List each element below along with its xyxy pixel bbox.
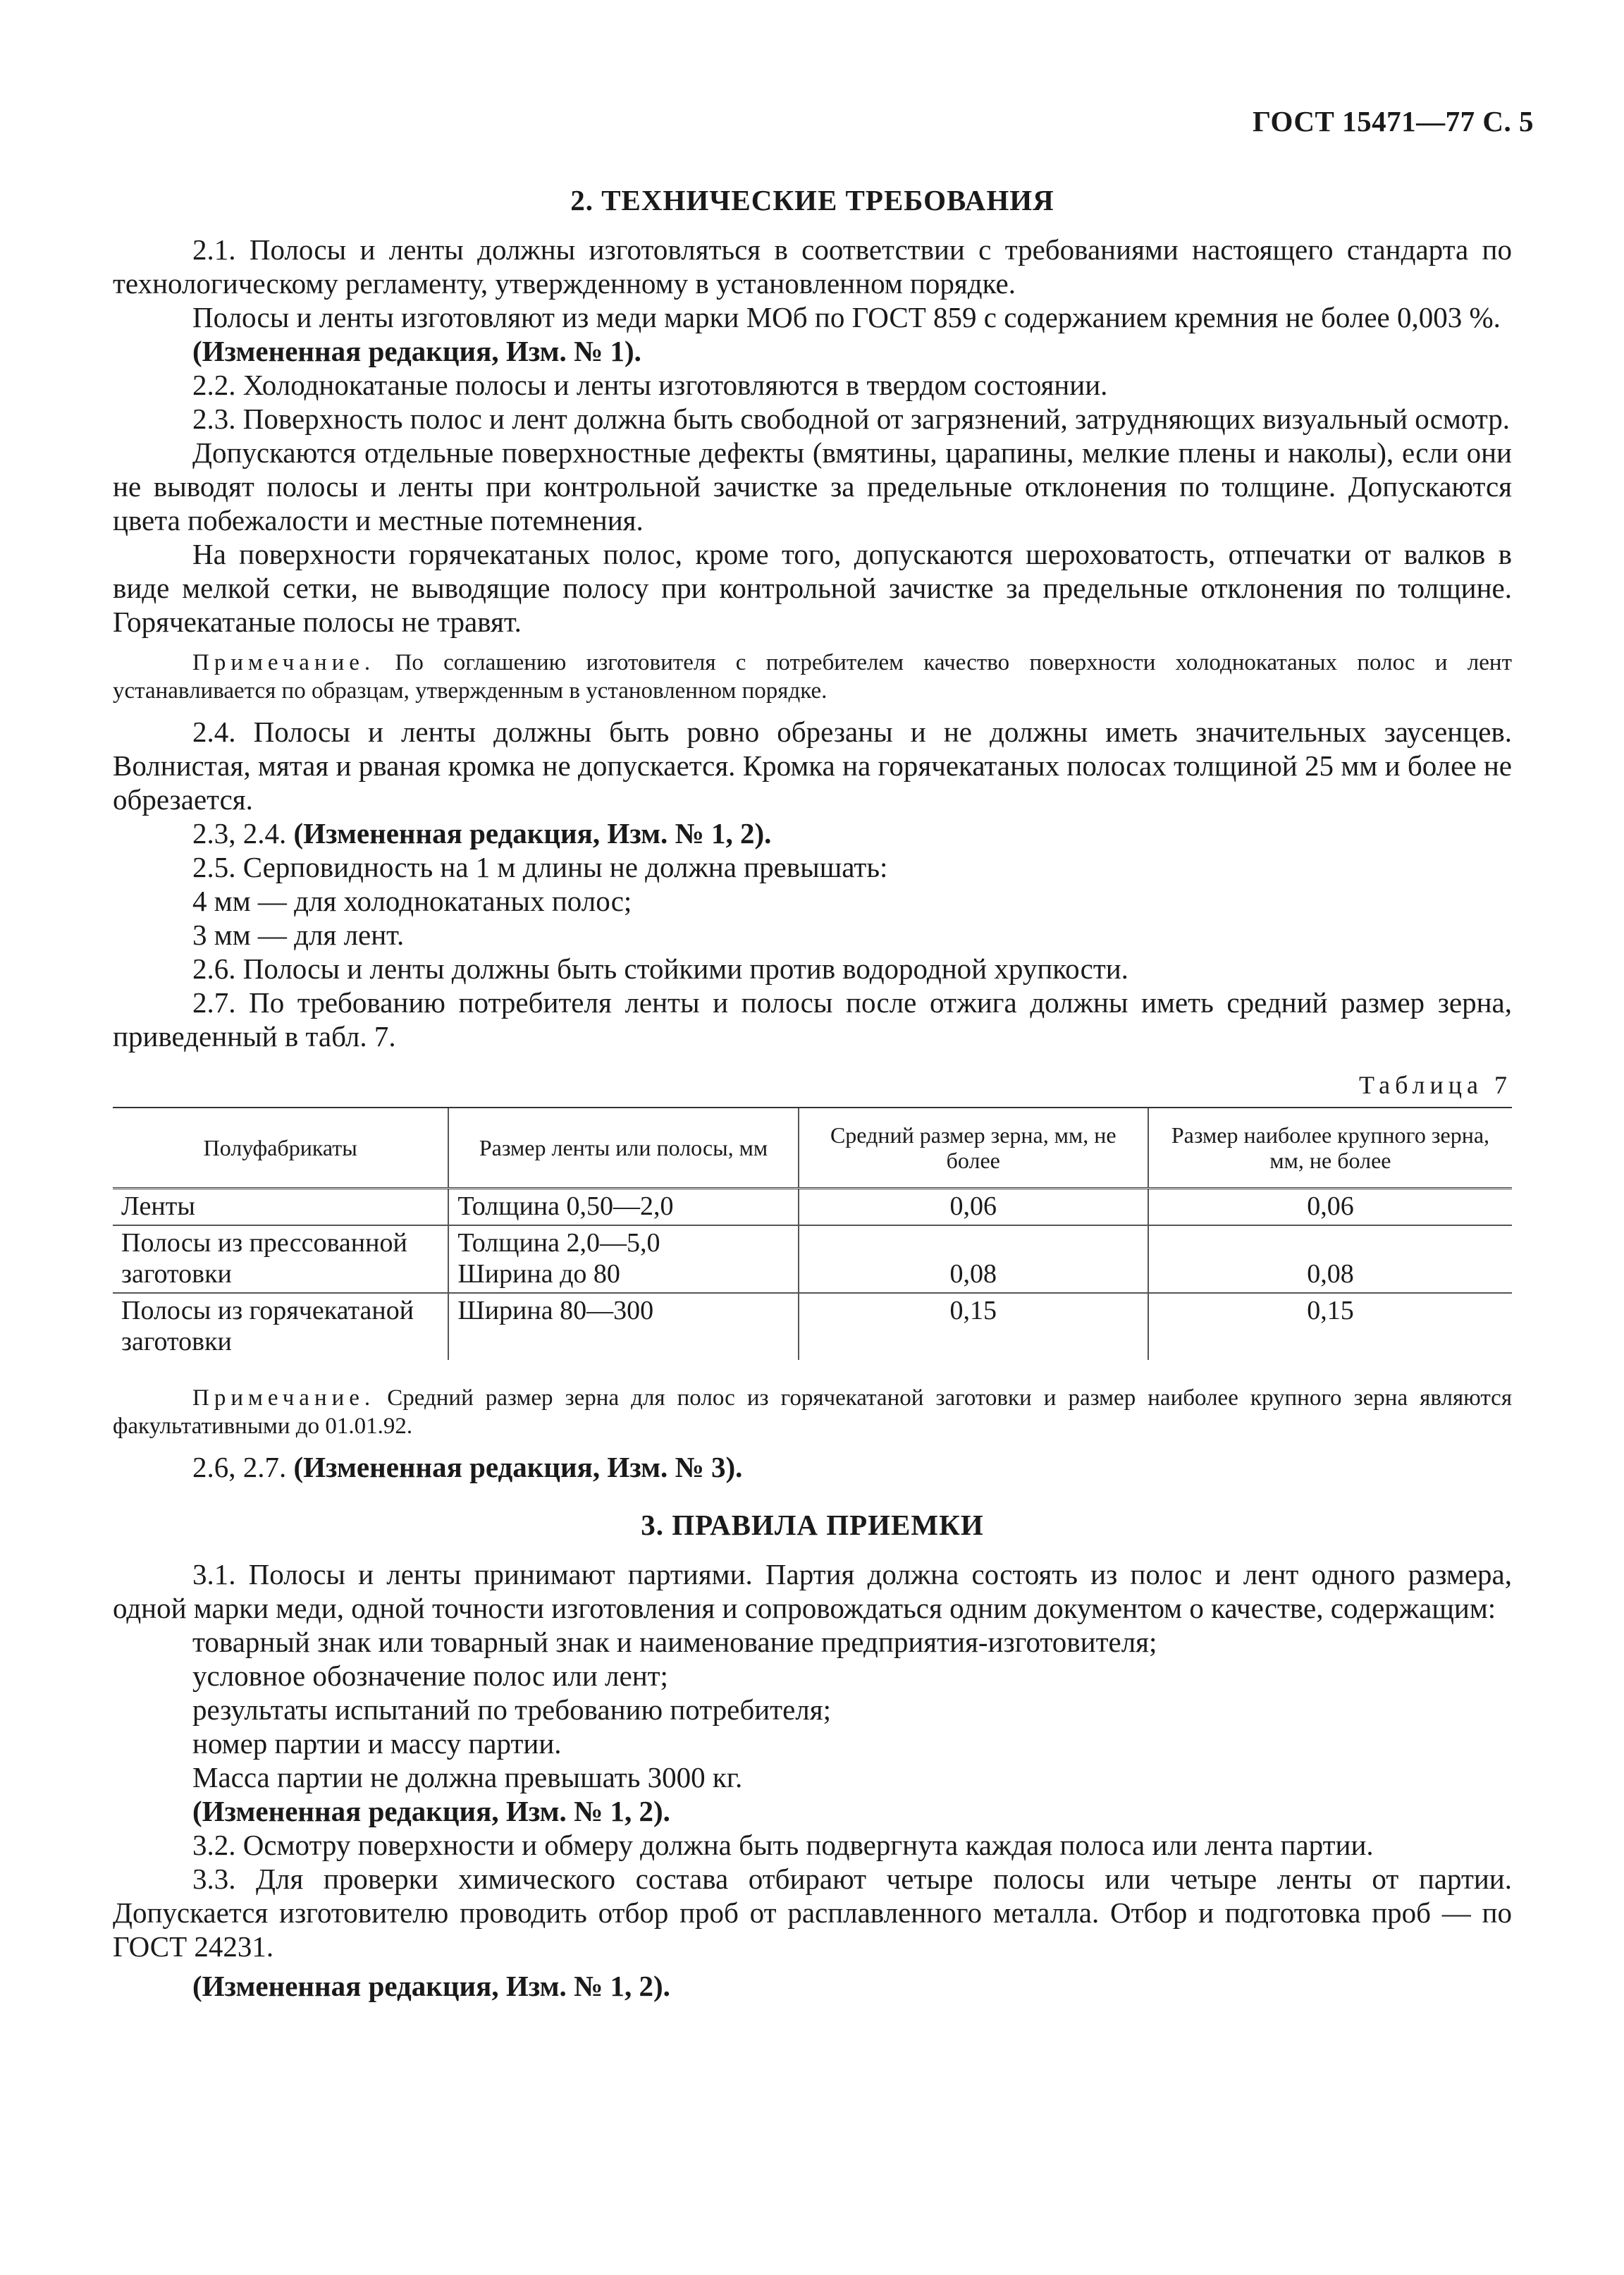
table-row — [113, 1189, 1512, 1226]
list-item-cold-rolled: 4 мм — для холоднокатаных полос; — [192, 885, 632, 917]
paragraph-3-1: 3.1. Полосы и ленты принимают партиями. Партия должна состоять из полос и лент одного размера, одной марки меди, одной точности изготовления и сопровождаться одним документом о качестве, содержащим: — [113, 1558, 1512, 1624]
amendment-text: (Измененная редакция, Изм. № 3). — [293, 1451, 743, 1483]
paragraph-batch-mass: Масса партии не должна превышать 3000 кг. — [192, 1761, 743, 1793]
table-cell-size — [448, 1189, 798, 1226]
table-cell-product: Ленты — [113, 1189, 448, 1226]
amendment-note: (Измененная редакция, Изм. № 1). — [192, 335, 641, 367]
table-caption: Таблица 7 — [1359, 1071, 1512, 1099]
note-surface — [113, 649, 1512, 705]
table-cell-product: Полосы из горячекатаной заготовки — [121, 1296, 414, 1356]
paragraph-3-2: 3.2. Осмотру поверхности и обмеру должна быть подвергнута каждая полоса или лента партии. — [192, 1829, 1374, 1861]
note-text: По соглашению изготовителя с потребителем качество поверхности холоднокатаных полос и лент устанавливается по образцам, утвержденным в установленном порядке. — [113, 650, 1513, 704]
amendment-prefix: 2.6, 2.7. — [192, 1451, 287, 1483]
amendment-note-2-3-2-4 — [113, 816, 1512, 850]
paragraph-2-1: 2.1. Полосы и ленты должны изготовляться в соответствии с требованиями настоящего стандарта по технологическому регламенту, утвержденному в установленном порядке. — [113, 233, 1512, 300]
amendment-note: (Измененная редакция, Изм. № 1, 2). — [192, 1795, 670, 1827]
page-content — [113, 183, 1512, 2003]
paragraph-defects: Допускаются отдельные поверхностные дефекты (вмятины, царапины, мелкие плены и наколы), если они не выводят полосы и ленты при контрольной зачистке за предельные отклонения по толщине. Допускаются цвета побежалости и местные потемнения. — [113, 436, 1512, 536]
paragraph-material: Полосы и ленты изготовляют из меди марки МОб по ГОСТ 859 с содержанием кремния не более 0,003 %. — [192, 301, 1501, 333]
standard-page-header: ГОСТ 15471—77 С. 5 — [1252, 105, 1534, 137]
table-header-max-grain: Размер наиболее крупного зерна, мм, не более — [1148, 1108, 1512, 1189]
table-header-size: Размер ленты или полосы, мм — [448, 1108, 798, 1189]
paragraph-2-4: 2.4. Полосы и ленты должны быть ровно обрезаны и не должны иметь значительных заусенцев. Волнистая, мятая и рваная кромка не допускается. Кромка на горячекатаных полосах толщиной 25 мм и более не обрезается. — [113, 716, 1512, 816]
size-line-2: Ширина до 80 — [457, 1259, 620, 1289]
amendment-prefix: 2.3, 2.4. — [192, 817, 287, 850]
section-3-title: 3. ПРАВИЛА ПРИЕМКИ — [641, 1509, 984, 1541]
list-item: результаты испытаний по требованию потребителя; — [192, 1693, 832, 1726]
table-cell-max: 0,15 — [1148, 1293, 1512, 1360]
table-note-text: Средний размер зерна для полос из горячекатаной заготовки и размер наиболее крупного зерна являются факультативными до 01.01.92. — [113, 1385, 1512, 1439]
size-line-1: Толщина 0,50—2,0 — [457, 1191, 674, 1221]
table-cell-max: 0,06 — [1148, 1189, 1512, 1226]
table-header-row — [113, 1108, 1512, 1189]
table-cell-max: 0,08 — [1148, 1225, 1512, 1293]
note-label: Примечание. — [192, 650, 376, 675]
table-row — [113, 1293, 1512, 1360]
paragraph-2-5: 2.5. Серповидность на 1 м длины не должна превышать: — [192, 851, 888, 883]
paragraph-2-2: 2.2. Холоднокатаные полосы и ленты изготовляются в твердом состоянии. — [192, 369, 1108, 401]
size-line-1: Ширина 80—300 — [457, 1296, 654, 1325]
grain-size-table — [113, 1107, 1512, 1360]
paragraph-2-6: 2.6. Полосы и ленты должны быть стойкими против водородной хрупкости. — [192, 952, 1128, 985]
list-item: товарный знак или товарный знак и наименование предприятия-изготовителя; — [192, 1626, 1157, 1658]
table-note-label: Примечание. — [192, 1385, 376, 1411]
list-item: номер партии и массу партии. — [192, 1727, 562, 1760]
paragraph-3-3: 3.3. Для проверки химического состава отбирают четыре полосы или четыре ленты от партии. Допускается изготовителю проводить отбор проб от расплавленного металла. Отбор и подготовка проб — по ГОСТ 24231. — [113, 1863, 1512, 1963]
table-cell-size — [448, 1293, 798, 1360]
paragraph-2-7: 2.7. По требованию потребителя ленты и полосы после отжига должны иметь средний размер зерна, приведенный в табл. 7. — [113, 986, 1512, 1053]
section-2-title: 2. ТЕХНИЧЕСКИЕ ТРЕБОВАНИЯ — [570, 184, 1054, 216]
paragraph-hot-rolled: На поверхности горячекатаных полос, кроме того, допускаются шероховатость, отпечатки от валков в виде мелкой сетки, не выводящие полосу при контрольной зачистке за предельные отклонения по толщине. Горячекатаные полосы не травят. — [113, 538, 1512, 638]
amendment-note-2-6-2-7 — [113, 1450, 1512, 1484]
list-item-strips: 3 мм — для лент. — [192, 919, 405, 951]
table-cell-avg: 0,08 — [799, 1225, 1148, 1293]
list-item: условное обозначение полос или лент; — [192, 1660, 668, 1692]
table-header-product: Полуфабрикаты — [113, 1108, 448, 1189]
table-cell-size — [448, 1225, 798, 1293]
amendment-note: (Измененная редакция, Изм. № 1, 2). — [192, 1970, 670, 2002]
amendment-text: (Измененная редакция, Изм. № 1, 2). — [293, 817, 772, 850]
table-cell-avg: 0,06 — [799, 1189, 1148, 1226]
table-note — [113, 1384, 1512, 1440]
paragraph-2-3: 2.3. Поверхность полос и лент должна быть свободной от загрязнений, затрудняющих визуальный осмотр. — [192, 403, 1511, 435]
table-cell-avg: 0,15 — [799, 1293, 1148, 1360]
table-header-avg-grain: Средний размер зерна, мм, не более — [799, 1108, 1148, 1189]
table-cell-product: Полосы из прессованной заготовки — [113, 1225, 448, 1293]
table-row — [113, 1225, 1512, 1293]
size-line-1: Толщина 2,0—5,0 — [457, 1228, 660, 1258]
